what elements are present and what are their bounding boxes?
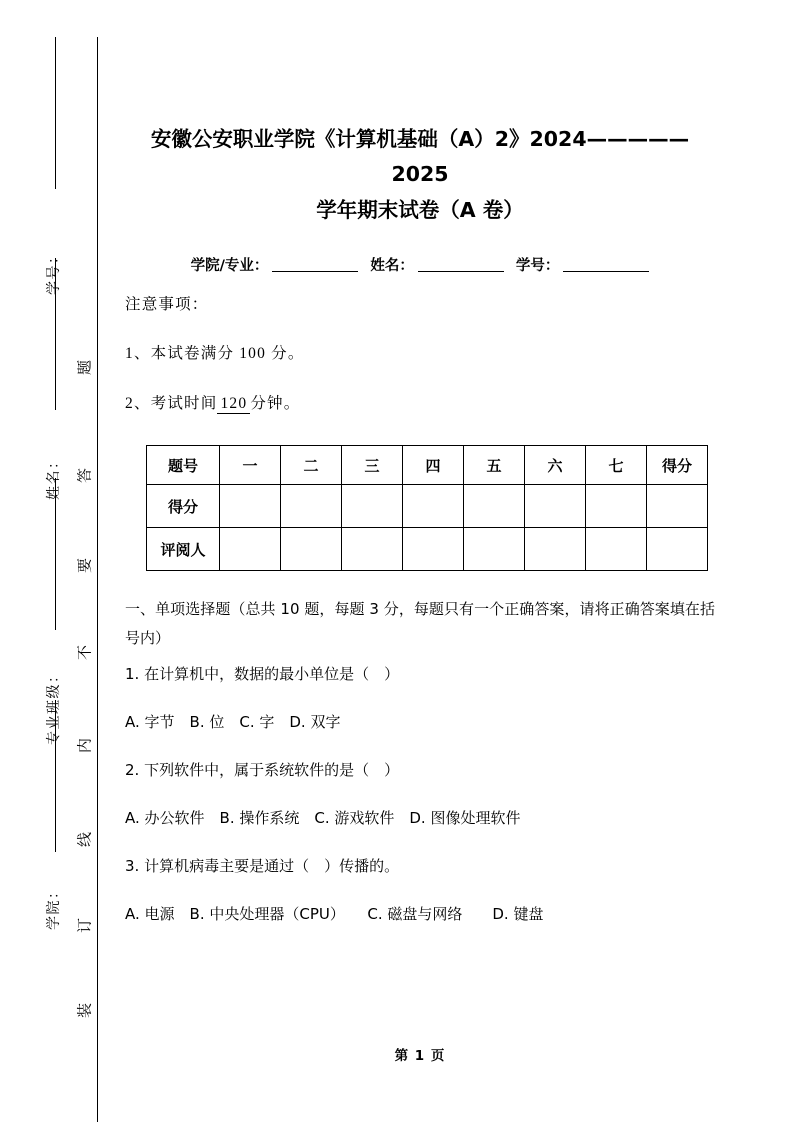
- binding-seal-line: [97, 37, 98, 1122]
- score-table-header-4: 四: [403, 446, 464, 485]
- question-options-2: A. 办公软件 B. 操作系统 C. 游戏软件 D. 图像处理软件: [125, 808, 521, 827]
- college-major-label: 学院/专业：: [190, 257, 269, 274]
- score-table-header-1: 一: [220, 446, 281, 485]
- grader-cell[interactable]: [586, 528, 647, 571]
- binding-inner-char-yao: 要: [77, 558, 94, 574]
- score-table-header-6: 六: [525, 446, 586, 485]
- grader-cell[interactable]: [281, 528, 342, 571]
- exam-duration-value: 120: [217, 395, 250, 414]
- question-options-3: A. 电源 B. 中央处理器（CPU） C. 磁盘与网络 D. 键盘: [125, 904, 544, 923]
- section-heading-multiple-choice: 一、单项选择题（总共 10 题，每题 3 分，每题只有一个正确答案，请将正确答案填在括号内）: [125, 600, 715, 648]
- grader-cell[interactable]: [647, 528, 708, 571]
- table-row-header: [147, 446, 708, 485]
- score-cell[interactable]: [281, 485, 342, 528]
- binding-inner-char-zhuang: 装: [77, 1003, 94, 1019]
- name-blank[interactable]: [418, 271, 504, 272]
- notice-item-2-before: 2、考试时间: [125, 394, 218, 412]
- score-table: [146, 445, 708, 571]
- student-id-blank[interactable]: [563, 271, 649, 272]
- binding-blank-rule-1: [55, 37, 56, 189]
- score-row-label-score: 得分: [147, 485, 220, 528]
- binding-inner-char-ding: 订: [77, 918, 94, 934]
- page-title: [125, 0, 715, 228]
- page-title-line-1: 安徽公安职业学院《计算机基础（A）2》2024—————2025: [150, 127, 690, 187]
- notice-block: [125, 297, 715, 412]
- question-options-1: A. 字节 B. 位 C. 字 D. 双字: [125, 712, 341, 731]
- binding-label-student-id: 学号：: [47, 248, 62, 295]
- binding-blank-rule-3: [55, 478, 56, 630]
- student-id-label: 学号：: [515, 257, 560, 274]
- question-stem-2: 2. 下列软件中，属于系统软件的是（ ）: [125, 760, 400, 779]
- score-table-header-7: 七: [586, 446, 647, 485]
- score-cell[interactable]: [220, 485, 281, 528]
- binding-label-class: 专业班级：: [47, 667, 62, 745]
- score-cell[interactable]: [525, 485, 586, 528]
- score-table-header-2: 二: [281, 446, 342, 485]
- score-cell[interactable]: [342, 485, 403, 528]
- binding-margin: [0, 0, 120, 1122]
- exam-content: [125, 0, 715, 1122]
- binding-label-college: 学院：: [47, 883, 62, 930]
- score-cell[interactable]: [586, 485, 647, 528]
- page-title-line-2: 学年期末试卷（A 卷）: [316, 197, 524, 222]
- binding-inner-char-ti: 题: [77, 360, 94, 376]
- grader-cell[interactable]: [342, 528, 403, 571]
- score-table-header-8: 得分: [647, 446, 708, 485]
- notice-item-2: [125, 396, 715, 412]
- grader-cell[interactable]: [220, 528, 281, 571]
- questions-section: [125, 595, 715, 922]
- grader-cell[interactable]: [525, 528, 586, 571]
- binding-inner-char-xian: 线: [77, 832, 94, 848]
- score-table-header-3: 三: [342, 446, 403, 485]
- score-cell[interactable]: [403, 485, 464, 528]
- notice-heading: 注意事项：: [125, 295, 209, 313]
- notice-item-1: 1、本试卷满分 100 分。: [125, 345, 305, 363]
- identity-fields-row: [125, 254, 715, 275]
- grader-cell[interactable]: [464, 528, 525, 571]
- grader-cell[interactable]: [403, 528, 464, 571]
- binding-inner-char-da: 答: [77, 468, 94, 484]
- question-stem-1: 1. 在计算机中，数据的最小单位是（ ）: [125, 664, 400, 683]
- binding-inner-char-bu: 不: [77, 645, 94, 661]
- notice-item-2-after: 分钟。: [250, 394, 301, 412]
- score-row-label-grader: 评阅人: [147, 528, 220, 571]
- score-cell[interactable]: [647, 485, 708, 528]
- table-row: [147, 485, 708, 528]
- name-label: 姓名：: [370, 257, 414, 274]
- page-footer: 第 1 页: [394, 1048, 446, 1064]
- question-stem-3: 3. 计算机病毒主要是通过（ ）传播的。: [125, 856, 400, 875]
- table-row: [147, 528, 708, 571]
- score-cell[interactable]: [464, 485, 525, 528]
- score-table-header-5: 五: [464, 446, 525, 485]
- college-major-blank[interactable]: [272, 271, 358, 272]
- score-table-header-0: 题号: [147, 446, 220, 485]
- binding-inner-char-nei: 内: [77, 738, 94, 754]
- binding-label-name: 姓名：: [47, 453, 62, 500]
